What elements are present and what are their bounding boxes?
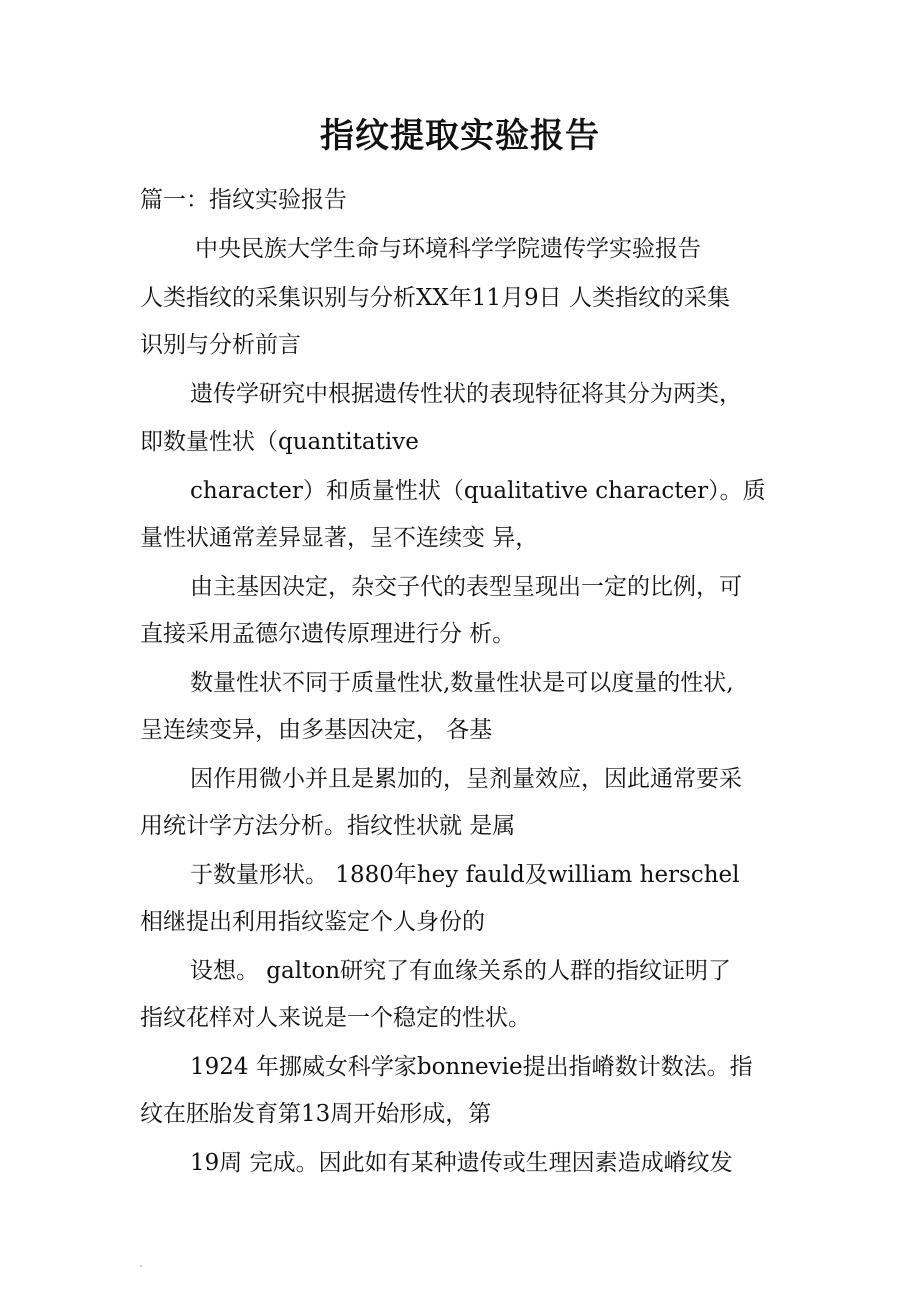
paragraph-line: 指纹花样对人来说是一个稳定的性状。 — [140, 1005, 531, 1031]
paragraph-line: 直接采用孟德尔遗传原理进行分 析。 — [140, 621, 516, 647]
paragraph-line: 遗传学研究中根据遗传性状的表现特征将其分为两类， — [190, 381, 742, 407]
paragraph-line: character）和质量性状（qualitative character）。质 — [190, 478, 766, 504]
paragraph-line: 用统计学方法分析。指纹性状就 是属 — [140, 813, 516, 839]
paragraph-line: 呈连续变异，由多基因决定， 各基 — [140, 717, 493, 743]
section-heading: 篇一：指纹实验报告 — [140, 187, 347, 213]
paragraph-line: 于数量形状。 1880年hey fauld及william herschel — [190, 862, 740, 888]
paragraph-line: 纹在胚胎发育第13周开始形成，第 — [140, 1101, 492, 1127]
paragraph-line: 人类指纹的采集识别与分析XX年11月9日 人类指纹的采集 — [140, 285, 730, 311]
paragraph-line: 相继提出利用指纹鉴定个人身份的 — [140, 909, 485, 935]
paragraph-line: 设想。 galton研究了有血缘关系的人群的指纹证明了 — [190, 958, 732, 984]
paragraph-line: 数量性状不同于质量性状,数量性状是可以度量的性状, — [190, 670, 734, 696]
paragraph-line: 因作用微小并且是累加的，呈剂量效应，因此通常要采 — [190, 766, 742, 792]
paragraph-line: 中央民族大学生命与环境科学学院遗传学实验报告 — [195, 236, 701, 262]
paragraph-line: 量性状通常差异显著，呈不连续变 异， — [140, 525, 539, 551]
page-mark — [140, 1265, 142, 1267]
paragraph-line: 19周 完成。因此如有某种遗传或生理因素造成嵴纹发 — [190, 1150, 733, 1176]
paragraph-line: 1924 年挪威女科学家bonnevie提出指嵴数计数法。指 — [190, 1054, 753, 1080]
document-title: 指纹提取实验报告 — [320, 116, 600, 156]
paragraph-line: 由主基因决定，杂交子代的表型呈现出一定的比例，可 — [190, 574, 742, 600]
paragraph-line: 即数量性状（quantitative — [140, 429, 419, 455]
paragraph-line: 识别与分析前言 — [140, 332, 301, 358]
